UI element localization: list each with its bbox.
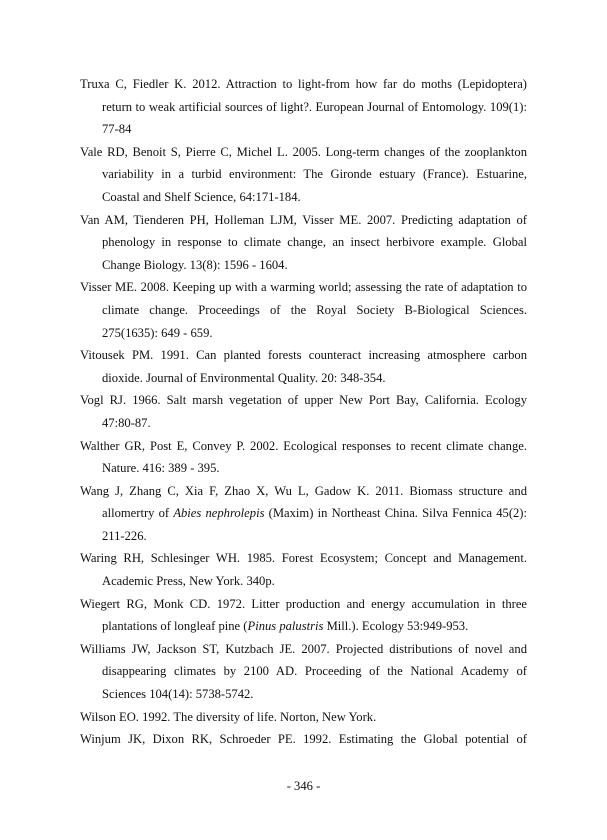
reference-entry: Williams JW, Jackson ST, Kutzbach JE. 2007. Projected distributions of novel and disappearing climates by 2100 AD. Proceeding of the National Academy of Sciences 104(14): 5738-5742.	[80, 641, 527, 702]
reference-entry: Vitousek PM. 1991. Can planted forests counteract increasing atmosphere carbon dioxide. Journal of Environmental Quality. 20: 348-354.	[80, 348, 527, 385]
reference-entry: Walther GR, Post E, Convey P. 2002. Ecological responses to recent climate change. Nature. 416: 389 - 395.	[80, 438, 527, 476]
page-number: - 346 -	[286, 779, 321, 793]
reference-text: Wang J, Zhang C, Xia F, Zhao X, Wu L, Gadow K. 2011. Biomass structure and allomertry of	[80, 483, 527, 521]
reference-entry: Waring RH, Schlesinger WH. 1985. Forest Ecosystem; Concept and Management. Academic Press, New York. 340p.	[80, 551, 527, 589]
reference-entry: Winjum JK, Dixon RK, Schroeder PE. 1992. Estimating the Global potential of	[80, 732, 527, 747]
reference-entry	[80, 480, 527, 548]
reference-text: Wiegert RG, Monk CD. 1972. Litter production and energy accumulation in three plantations of longleaf pine (	[80, 596, 527, 634]
reference-entry: Van AM, Tienderen PH, Holleman LJM, Visser ME. 2007. Predicting adaptation of phenology in response to climate change, an insect herbivore example. Global Change Biology. 13(8): 1596 - 1604.	[80, 212, 527, 272]
reference-entry	[80, 593, 527, 638]
reference-entry: Truxa C, Fiedler K. 2012. Attraction to light-from how far do moths (Lepidoptera) return to weak artificial sources of light?. European Journal of Entomology. 109(1): 77-84	[80, 77, 527, 137]
reference-entry: Vale RD, Benoit S, Pierre C, Michel L. 2005. Long-term changes of the zooplankton variability in a turbid environment: The Gironde estuary (France). Estuarine, Coastal and Shelf Science, 64:171-184.	[80, 144, 527, 204]
species-name: Abies nephrolepis	[173, 506, 265, 521]
species-name: Pinus palustris	[247, 619, 324, 634]
reference-text: Mill.). Ecology 53:949-953.	[323, 619, 469, 634]
reference-text: (Maxim) in Northeast China. Silva Fennica 45(2): 211-226.	[102, 506, 528, 543]
reference-entry: Wilson EO. 1992. The diversity of life. Norton, New York.	[80, 709, 377, 724]
reference-entry: Visser ME. 2008. Keeping up with a warming world; assessing the rate of adaptation to climate change. Proceedings of the Royal Society B-Biological Sciences. 275(1635): 649 - 659.	[80, 280, 527, 340]
reference-entry: Vogl RJ. 1966. Salt marsh vegetation of upper New Port Bay, California. Ecology 47:80-87.	[80, 393, 527, 430]
reference-list	[80, 73, 527, 751]
